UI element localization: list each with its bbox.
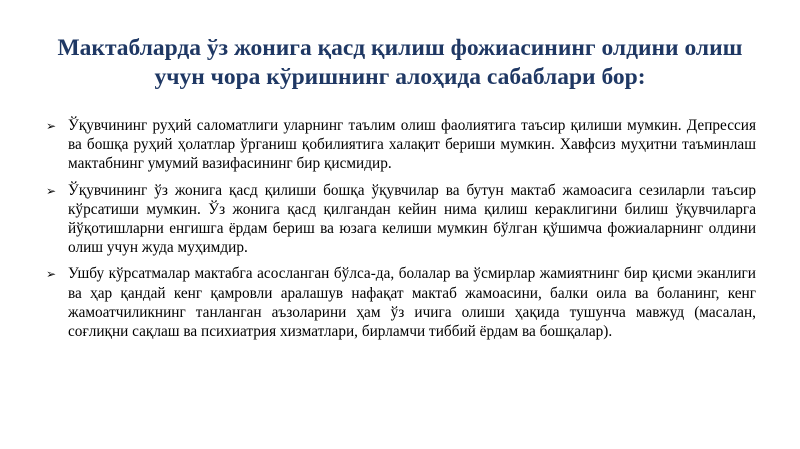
slide-title-line-2: учун чора кўришнинг алоҳида сабаблари бор: <box>154 64 646 90</box>
bullet-text: Ўқувчининг руҳий саломатлиги уларнинг таълим олиш фаолиятига таъсир қилиши мумкин. Депрессия ва бошқа руҳий ҳолатлар ўрганиш қобилиятига халақит бериши мумкин. Хавфсиз муҳитни таъминлаш мактабнинг умумий вазифасининг бир қисмидир. <box>68 117 756 173</box>
bullet-item <box>46 181 756 258</box>
bullet-item <box>46 116 756 174</box>
slide-title <box>40 34 760 92</box>
arrowhead-bullet-icon: ➢ <box>46 119 57 133</box>
bullet-item <box>46 264 756 341</box>
slide-title-line-1: Мактабларда ўз жонига қасд қилиш фожиасининг олдини олиш <box>57 35 743 61</box>
arrowhead-bullet-icon: ➢ <box>46 267 57 282</box>
bullet-list <box>46 116 756 348</box>
arrowhead-bullet-icon: ➢ <box>46 183 57 198</box>
bullet-text: Ушбу кўрсатмалар мактабга асосланган бўлса-да, болалар ва ўсмирлар жамиятнинг бир қисми эканлиги ва ҳар қандай кенг қамровли аралашув нафақат мактаб жамоасини, балки оила ва боланинг, кенг жамоатчиликнинг танланган аъзоларини ҳам ўз ичига олиши ҳақида тушунча мавжуд (масалан, соғлиқни сақлаш ва психиатрия хизматлари, бирламчи тиббий ёрдам ва бошқалар). <box>68 265 756 341</box>
bullet-text: Ўқувчининг ўз жонига қасд қилиши бошқа ўқувчилар ва бутун мактаб жамоасига сезиларли таъсир кўрсатиши мумкин. Ўз жонига қасд қилгандан кейин нима қилиш кераклигини билиш ўқувчиларга йўқотишларни енгишга ёрдам бериш ва юзага келиши мумкин бўлган қўшимча фожиаларнинг олдини олиш учун жуда муҳимдир. <box>68 181 756 257</box>
